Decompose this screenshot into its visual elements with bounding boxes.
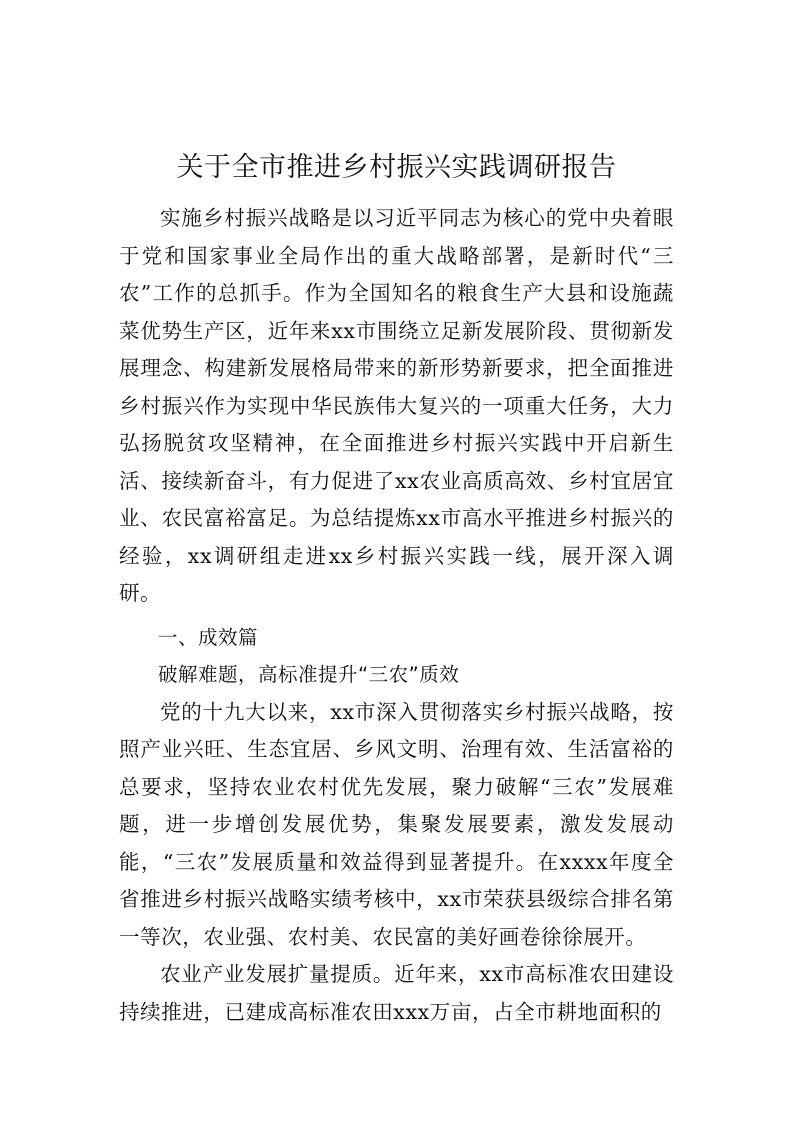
body-paragraph: 党的十九大以来，xx市深入贯彻落实乡村振兴战略，按照产业兴旺、生态宜居、乡风文明、治理有效、生活富裕的总要求，坚持农业农村优先发展，聚力破解“三农”发展难题，进一步增创发展优势，集聚发展要素，激发发展动能，“三农”发展质量和效益得到显著提升。在xxxx年度全省推进乡村振兴战略实绩考核中，xx市荣获县级综合排名第一等次，农业强、农村美、农民富的美好画卷徐徐展开。 bbox=[119, 699, 674, 949]
body-paragraph: 农业产业发展扩量提质。近年来，xx市高标准农田建设持续推进，已建成高标准农田xxx万亩，占全市耕地面积的 bbox=[119, 962, 674, 1024]
section-subheading: 破解难题，高标准提升“三农”质效 bbox=[158, 663, 460, 686]
document-body bbox=[119, 200, 674, 1031]
section-heading: 一、成效篇 bbox=[158, 625, 259, 649]
intro-paragraph: 实施乡村振兴战略是以习近平同志为核心的党中央着眼于党和国家事业全局作出的重大战略部署，是新时代“三农”工作的总抓手。作为全国知名的粮食生产大县和设施蔬菜优势生产区，近年来xx市围绕立足新发展阶段、贯彻新发展理念、构建新发展格局带来的新形势新要求，把全面推进乡村振兴作为实现中华民族伟大复兴的一项重大任务，大力弘扬脱贫攻坚精神，在全面推进乡村振兴实践中开启新生活、接续新奋斗，有力促进了xx农业高质高效、乡村宜居宜业、农民富裕富足。为总结提炼xx市高水平推进乡村振兴的经验，xx调研组走进xx乡村振兴实践一线，展开深入调研。 bbox=[119, 206, 674, 605]
document-title: 关于全市推进乡村振兴实践调研报告 bbox=[176, 152, 617, 183]
